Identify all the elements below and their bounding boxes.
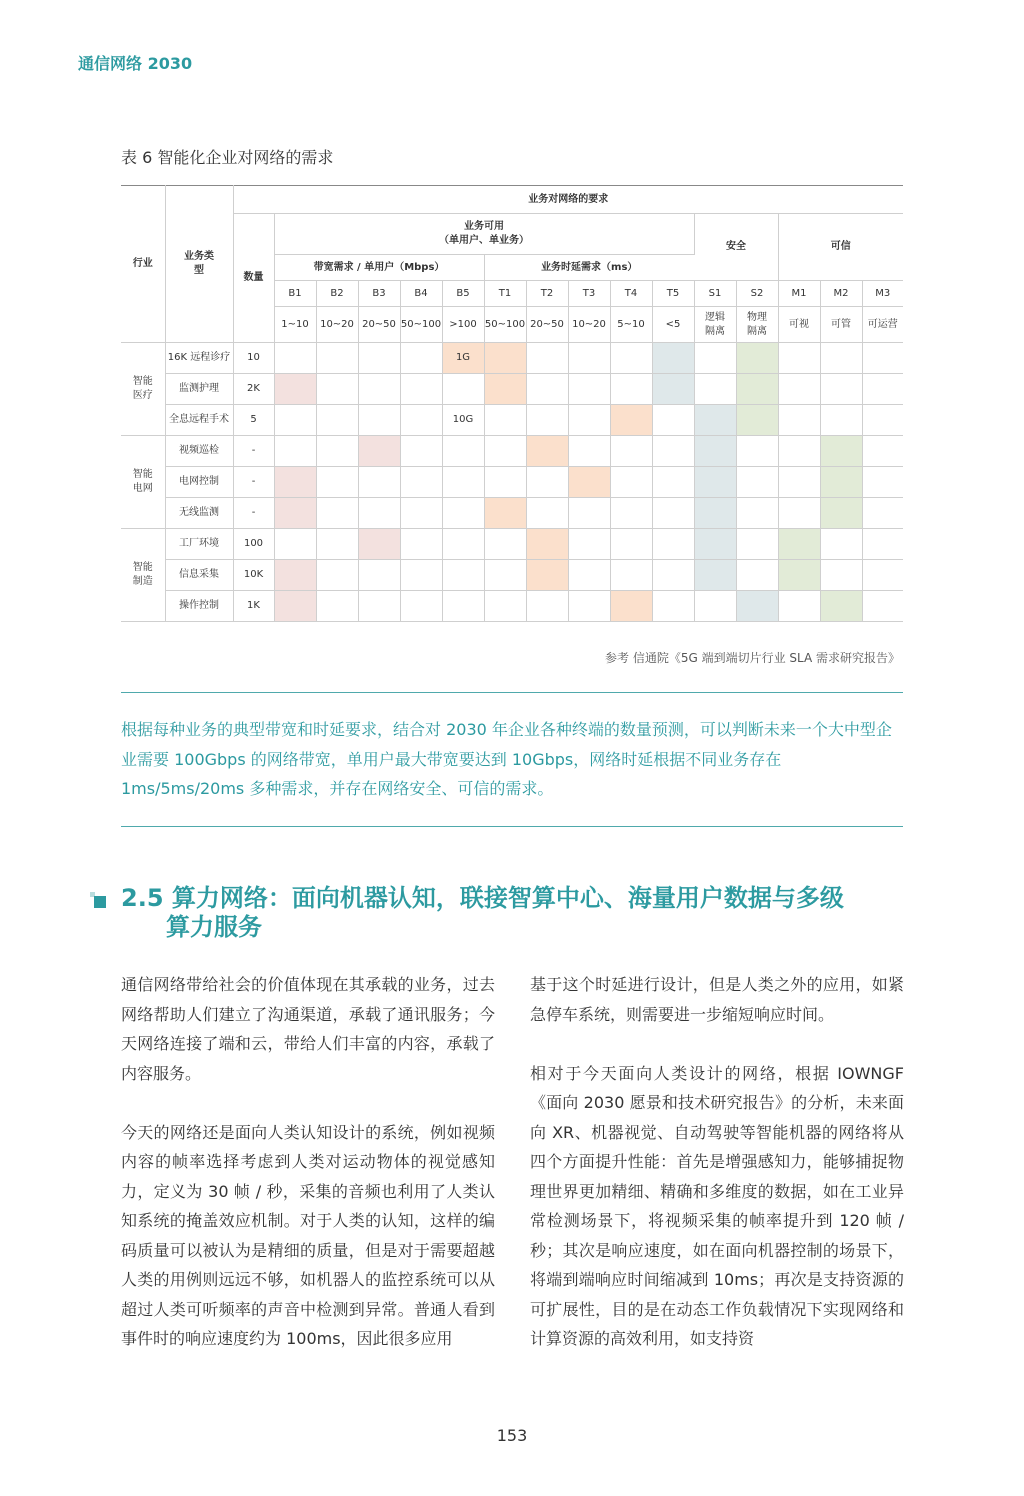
range-header-cell: 10~20 [568, 307, 610, 343]
industry-cell: 智能医疗 [121, 343, 165, 436]
requirement-cell [778, 498, 820, 529]
requirement-cell [526, 374, 568, 405]
requirement-cell [484, 467, 526, 498]
requirement-cell [610, 591, 652, 622]
requirement-cell [568, 343, 610, 374]
table-row [121, 436, 903, 467]
requirement-cell [820, 591, 862, 622]
requirement-cell [778, 529, 820, 560]
table-reference: 参考 信通院《5G 端到端切片行业 SLA 需求研究报告》 [605, 651, 900, 665]
requirement-cell [778, 343, 820, 374]
requirement-cell [778, 560, 820, 591]
code-header-cell: T2 [526, 281, 568, 307]
count-cell: 2K [233, 374, 274, 405]
range-header-cell: 5~10 [610, 307, 652, 343]
requirement-cell [526, 498, 568, 529]
requirement-cell [610, 529, 652, 560]
requirement-cell [316, 560, 358, 591]
table-row [121, 529, 903, 560]
requirement-cell [274, 436, 316, 467]
requirement-cell [652, 467, 694, 498]
requirement-cell [484, 529, 526, 560]
body-right-column [530, 970, 904, 1354]
trust-header: 可信 [778, 214, 903, 281]
section-title-line2: 算力服务 [166, 913, 262, 941]
range-header-cell: 20~50 [526, 307, 568, 343]
requirement-cell [568, 498, 610, 529]
requirement-cell [652, 343, 694, 374]
requirement-cell [694, 436, 736, 467]
requirement-cell [652, 560, 694, 591]
requirement-cell [610, 405, 652, 436]
range-header-cell: 1~10 [274, 307, 316, 343]
requirement-cell [526, 560, 568, 591]
requirement-cell [736, 405, 778, 436]
service-cell: 电网控制 [165, 467, 233, 498]
requirement-cell [484, 343, 526, 374]
section-title-line1: 2.5 算力网络：面向机器认知，联接智算中心、海量用户数据与多级 [121, 884, 844, 912]
requirement-cell [820, 529, 862, 560]
summary-top-rule [121, 692, 903, 693]
requirement-cell [274, 498, 316, 529]
requirement-cell [484, 436, 526, 467]
requirement-cell [610, 467, 652, 498]
requirement-cell [442, 467, 484, 498]
range-header-cell: 可管 [820, 307, 862, 343]
requirement-cell [484, 498, 526, 529]
code-header-cell: B2 [316, 281, 358, 307]
requirement-cell [610, 436, 652, 467]
table-row [121, 343, 903, 374]
requirement-cell [610, 343, 652, 374]
table-row [121, 467, 903, 498]
requirement-cell [652, 591, 694, 622]
requirement-cell [778, 436, 820, 467]
requirement-cell [862, 560, 903, 591]
bandwidth-header: 带宽需求 / 单用户（Mbps） [274, 255, 484, 281]
requirement-cell [400, 560, 442, 591]
requirement-cell [694, 591, 736, 622]
industry-cell: 智能制造 [121, 529, 165, 622]
requirement-cell [778, 591, 820, 622]
requirement-cell [820, 374, 862, 405]
range-header-cell: >100 [442, 307, 484, 343]
service-type-header: 业务类型 [165, 186, 233, 343]
requirement-cell [400, 529, 442, 560]
requirement-cell [820, 436, 862, 467]
requirement-cell [442, 374, 484, 405]
requirement-cell [316, 467, 358, 498]
requirement-cell [526, 343, 568, 374]
body-paragraph: 基于这个时延进行设计，但是人类之外的应用，如紧急停车系统，则需要进一步缩短响应时间。 [530, 975, 904, 1024]
requirement-cell: 10G [442, 405, 484, 436]
count-cell: 100 [233, 529, 274, 560]
table-row [121, 498, 903, 529]
requirement-cell [358, 467, 400, 498]
requirement-cell [526, 467, 568, 498]
requirement-cell [652, 374, 694, 405]
requirement-cell [568, 405, 610, 436]
requirement-cell [736, 529, 778, 560]
requirement-cell [778, 467, 820, 498]
requirement-cell [358, 591, 400, 622]
requirement-cell [568, 591, 610, 622]
count-cell: 10K [233, 560, 274, 591]
summary-paragraph: 根据每种业务的典型带宽和时延要求，结合对 2030 年企业各种终端的数量预测，可以判断未来一个大中型企业需要 100Gbps 的网络带宽，单用户最大带宽要达到 10Gbps，网络时延根据不同业务存在 1ms/5ms/20ms 多种需求，并存在网络安全、可信的需求。 [121, 720, 892, 798]
requirement-cell [568, 529, 610, 560]
availability-subtitle: （单用户、单业务） [439, 235, 529, 246]
requirement-cell [316, 405, 358, 436]
latency-header: 业务时延需求（ms） [484, 255, 694, 281]
industry-header: 行业 [121, 186, 165, 343]
requirement-cell [358, 343, 400, 374]
requirement-cell [820, 560, 862, 591]
requirement-cell [568, 374, 610, 405]
range-header-cell: 10~20 [316, 307, 358, 343]
range-header-cell: 50~100 [400, 307, 442, 343]
service-cell: 操作控制 [165, 591, 233, 622]
requirement-cell [862, 405, 903, 436]
section-title [121, 884, 911, 942]
service-cell: 工厂环境 [165, 529, 233, 560]
requirement-cell [442, 529, 484, 560]
service-cell: 视频巡检 [165, 436, 233, 467]
requirement-cell [820, 498, 862, 529]
code-header-cell: B3 [358, 281, 400, 307]
requirement-cell [652, 405, 694, 436]
requirement-cell [358, 374, 400, 405]
body-paragraph: 相对于今天面向人类设计的网络，根据 IOWNGF《面向 2030 愿景和技术研究报告》的分析，未来面向 XR、机器视觉、自动驾驶等智能机器的网络将从四个方面提升性能：首先是增强感知力，能够捕捉物理世界更加精细、精确和多维度的数据，如在工业异常检测场景下，将视频采集的帧率提升到 120 帧 / 秒；其次是响应速度，如在面向机器控制的场景下，将端到端响应时间缩减到 10ms；再次是支持资源的可扩展性，目的是在动态工作负载情况下实现网络和计算资源的高效利用，如支持资 [530, 1063, 904, 1348]
service-cell: 信息采集 [165, 560, 233, 591]
requirement-cell [358, 529, 400, 560]
requirement-cell [274, 374, 316, 405]
count-cell: 5 [233, 405, 274, 436]
requirement-cell [526, 436, 568, 467]
requirement-cell [778, 405, 820, 436]
requirement-cell [862, 343, 903, 374]
page-number: 153 [496, 1426, 528, 1445]
availability-header [274, 214, 694, 255]
requirement-cell [484, 560, 526, 591]
requirement-cell [862, 498, 903, 529]
range-header-cell: 物理隔离 [736, 307, 778, 343]
requirement-cell [568, 467, 610, 498]
requirement-cell [694, 529, 736, 560]
requirement-cell [358, 436, 400, 467]
summary-bottom-rule [121, 826, 903, 827]
table-row [121, 591, 903, 622]
requirement-cell [358, 498, 400, 529]
code-header-cell: S1 [694, 281, 736, 307]
service-cell: 16K 远程诊疗 [165, 343, 233, 374]
requirement-cell [736, 374, 778, 405]
service-cell: 无线监测 [165, 498, 233, 529]
requirements-table [121, 185, 903, 622]
requirement-cell [694, 467, 736, 498]
requirement-cell [862, 374, 903, 405]
requirement-cell [400, 467, 442, 498]
requirement-cell [316, 591, 358, 622]
table-row [121, 560, 903, 591]
requirement-cell [526, 591, 568, 622]
code-header-cell: T4 [610, 281, 652, 307]
requirement-cell [736, 436, 778, 467]
requirement-cell [820, 405, 862, 436]
requirement-cell [778, 374, 820, 405]
availability-title: 业务可用 [464, 221, 504, 232]
body-paragraph: 通信网络带给社会的价值体现在其承载的业务，过去网络帮助人们建立了沟通渠道，承载了通讯服务；今天网络连接了端和云，带给人们丰富的内容，承载了内容服务。 [121, 975, 495, 1083]
requirement-cell [526, 405, 568, 436]
range-header-cell: 50~100 [484, 307, 526, 343]
requirement-cell [736, 467, 778, 498]
requirement-cell [442, 436, 484, 467]
requirement-cell [652, 436, 694, 467]
requirement-cell [274, 343, 316, 374]
range-header-cell: 逻辑隔离 [694, 307, 736, 343]
service-cell: 监测护理 [165, 374, 233, 405]
code-header-cell: T3 [568, 281, 610, 307]
requirement-cell [694, 343, 736, 374]
section-square-icon [90, 892, 106, 908]
requirement-cell [400, 374, 442, 405]
body-paragraph: 今天的网络还是面向人类认知设计的系统，例如视频内容的帧率选择考虑到人类对运动物体的视觉感知力，定义为 30 帧 / 秒，采集的音频也利用了人类认知系统的掩盖效应机制。对于人类的认知，这样的编码质量可以被认为是精细的质量，但是对于需要超越人类的用例则远远不够，如机器人的监控系统可以从超过人类可听频率的声音中检测到异常。普通人看到事件时的响应速度约为 100ms，因此很多应用 [121, 1122, 495, 1348]
requirement-cell [316, 436, 358, 467]
requirement-cell [694, 405, 736, 436]
requirement-cell [358, 560, 400, 591]
range-header-cell: 20~50 [358, 307, 400, 343]
requirement-cell [736, 591, 778, 622]
requirement-cell [274, 560, 316, 591]
table-row [121, 374, 903, 405]
requirement-cell [274, 529, 316, 560]
count-cell: - [233, 467, 274, 498]
count-cell: 1K [233, 591, 274, 622]
requirements-header: 业务对网络的要求 [233, 186, 903, 214]
requirement-cell [736, 343, 778, 374]
requirement-cell [442, 498, 484, 529]
requirement-cell [400, 343, 442, 374]
code-header-cell: T5 [652, 281, 694, 307]
requirement-cell [568, 560, 610, 591]
requirement-cell [484, 405, 526, 436]
code-header-cell: S2 [736, 281, 778, 307]
requirement-cell [358, 405, 400, 436]
requirement-cell [274, 405, 316, 436]
requirement-cell [484, 591, 526, 622]
requirement-cell [484, 374, 526, 405]
requirement-cell [526, 529, 568, 560]
industry-cell: 智能电网 [121, 436, 165, 529]
requirement-cell [400, 591, 442, 622]
requirement-cell [652, 529, 694, 560]
code-header-cell: M2 [820, 281, 862, 307]
requirement-cell [442, 591, 484, 622]
count-cell: - [233, 436, 274, 467]
body-left-column [121, 970, 495, 1354]
requirement-cell [316, 343, 358, 374]
requirement-cell [610, 374, 652, 405]
requirement-cell [862, 591, 903, 622]
requirement-cell [820, 343, 862, 374]
requirement-cell [610, 560, 652, 591]
table-row [121, 405, 903, 436]
requirement-cell [652, 498, 694, 529]
count-cell: - [233, 498, 274, 529]
service-cell: 全息远程手术 [165, 405, 233, 436]
code-header-cell: M1 [778, 281, 820, 307]
range-header-cell: 可视 [778, 307, 820, 343]
requirement-cell [820, 467, 862, 498]
requirement-cell [400, 498, 442, 529]
requirement-cell: 1G [442, 343, 484, 374]
table-caption: 表 6 智能化企业对网络的需求 [121, 148, 334, 167]
security-header: 安全 [694, 214, 778, 281]
requirement-cell [274, 591, 316, 622]
code-header-cell: B5 [442, 281, 484, 307]
count-header: 数量 [233, 214, 274, 343]
requirement-cell [316, 374, 358, 405]
count-cell: 10 [233, 343, 274, 374]
running-header: 通信网络 2030 [78, 54, 193, 73]
requirement-cell [274, 467, 316, 498]
requirement-cell [862, 467, 903, 498]
requirement-cell [694, 498, 736, 529]
range-header-cell: 可运营 [862, 307, 903, 343]
requirement-cell [694, 560, 736, 591]
requirement-cell [400, 436, 442, 467]
requirement-cell [316, 529, 358, 560]
code-header-cell: B4 [400, 281, 442, 307]
code-header-cell: M3 [862, 281, 903, 307]
requirement-cell [736, 498, 778, 529]
requirement-cell [694, 374, 736, 405]
range-header-cell: <5 [652, 307, 694, 343]
requirement-cell [862, 436, 903, 467]
requirement-cell [568, 436, 610, 467]
requirement-cell [442, 560, 484, 591]
requirement-cell [736, 560, 778, 591]
requirement-cell [610, 498, 652, 529]
requirement-cell [862, 529, 903, 560]
requirement-cell [316, 498, 358, 529]
code-header-cell: B1 [274, 281, 316, 307]
code-header-cell: T1 [484, 281, 526, 307]
requirement-cell [400, 405, 442, 436]
